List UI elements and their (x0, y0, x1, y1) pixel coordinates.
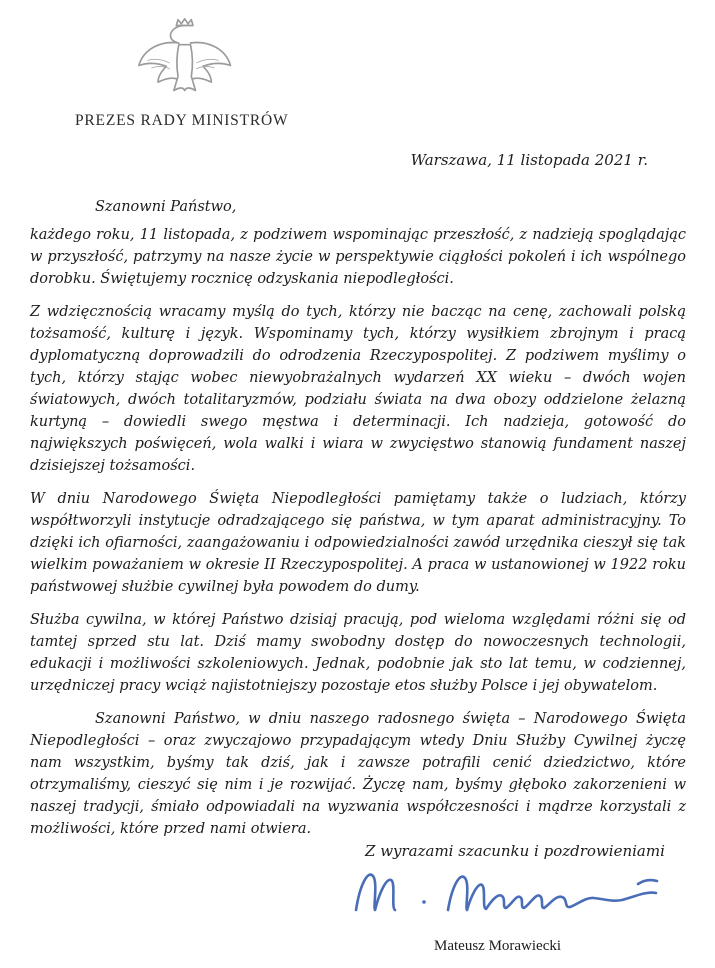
closing-line: Z wyrazami szacunku i pozdrowieniami (365, 842, 665, 860)
polish-eagle-emblem-icon (133, 12, 233, 104)
salutation: Szanowni Państwo, (95, 199, 237, 215)
handwritten-signature-icon (348, 862, 666, 928)
body-paragraph: każdego roku, 11 listopada, z podziwem wspominając przeszłość, z nadzieją spoglądając w przyszłość, patrzymy na nasze życie w perspektywie ciągłości pokoleń i ich wspólnego dorobku. Świętujemy rocznicę odzyskania niepodległości. (30, 227, 686, 287)
signer-name: Mateusz Morawiecki (434, 938, 562, 954)
letter-body (30, 196, 686, 851)
letterhead-title: PREZES RADY MINISTRÓW (75, 112, 289, 129)
body-paragraph: Służba cywilna, w której Państwo dzisiaj pracują, pod wieloma względami różni się od tamtej sprzed stu lat. Dziś mamy swobodny dostęp do nowoczesnych technologii, edukacji i możliwości szkoleniowych. Jednak, podobnie jak sto lat temu, w codziennej, urzędniczej pracy wciąż najistotniejszy pozostaje etos służby Polsce i jej obywatelom. (30, 612, 686, 694)
body-paragraph: Z wdzięcznością wracamy myślą do tych, którzy nie bacząc na cenę, zachowali polską tożsamość, kulturę i język. Wspominamy tych, którzy wysiłkiem zbrojnym i pracą dyplomatyczną doprowadzili do odrodzenia Rzeczypospolitej. Z podziwem myślimy o tych, którzy stając wobec niewyobrażalnych wydarzeń XX wieku – dwóch wojen światowych, dwóch totalitaryzmów, podziału świata na dwa obozy oddzielone żelazną kurtyną – dowiedli swego męstwa i determinacji. Ich nadzieja, gotowość do największych poświęceń, wola walki i wiara w zwycięstwo stanowią fundament naszej dzisiejszej tożsamości. (30, 304, 686, 474)
body-paragraph: W dniu Narodowego Święta Niepodległości pamiętamy także o ludziach, którzy współtworzyli instytucje odradzającego się państwa, w tym aparat administracyjny. To dzięki ich ofiarności, zaangażowaniu i odpowiedzialności zawód urzędnika cieszył się tak wielkim poważaniem w okresie II Rzeczypospolitej. A praca w ustanowionej w 1922 roku państwowej służbie cywilnej była powodem do dumy. (30, 491, 686, 595)
body-paragraph: Szanowni Państwo, w dniu naszego radosnego święta – Narodowego Święta Niepodległości – oraz zwyczajowo przypadającym wtedy Dniu Służby Cywilnej życzę nam wszystkim, byśmy tak dziś, jak i zawsze potrafili cenić dziedzictwo, które otrzymaliśmy, cieszyć się nim i je rozwijać. Życzę nam, byśmy głęboko zakorzenieni w naszej tradycji, śmiało odpowiadali na wyzwania współczesności i mądrze korzystali z możliwości, które przed nami otwiera. (30, 711, 686, 837)
dateline: Warszawa, 11 listopada 2021 r. (410, 151, 648, 169)
